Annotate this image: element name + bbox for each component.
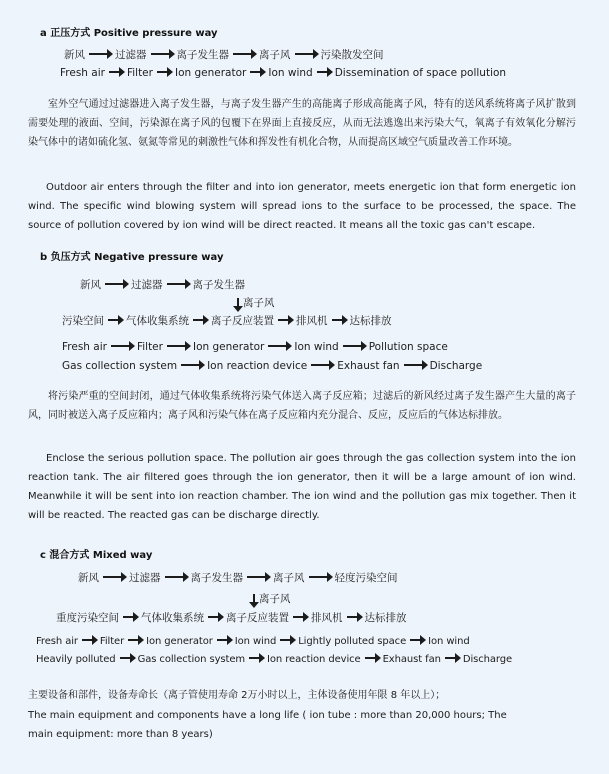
section-b-en-flow-1 <box>62 341 448 353</box>
flow-step: Filter <box>99 636 125 647</box>
section-c-zh-flow-2 <box>56 610 407 625</box>
flow-step: Exhaust fan <box>382 654 441 665</box>
flow-step: Lightly polluted space <box>298 636 407 647</box>
flow-step: 重度污染空间 <box>56 612 119 624</box>
flow-step: 离子风 <box>243 297 275 309</box>
arrow-right-icon <box>123 616 137 618</box>
flow-step: 离子发生器 <box>190 572 243 584</box>
arrow-right-icon <box>109 71 123 73</box>
flow-step: Ion wind <box>428 636 470 647</box>
section-c-heading: c 混合方式 Mixed way <box>40 550 153 561</box>
arrow-right-icon <box>151 53 173 55</box>
flow-step: Fresh air <box>60 67 105 79</box>
arrow-right-icon <box>208 616 222 618</box>
flow-step: Gas collection system <box>137 654 246 665</box>
flow-step: Gas collection system <box>62 360 178 372</box>
flow-step: 过滤器 <box>115 49 147 61</box>
flow-step: Ion wind <box>268 67 313 79</box>
flow-step: Ion reaction device <box>267 654 361 665</box>
section-b-en-paragraph: Enclose the serious pollution space. The pollution air goes through the gas collection system into the ion reaction tank. The air filtered goes through the ion generator, then it will be a large amount of ion wind. Meanwhile it will be sent into ion reaction chamber. The ion wind and the pollution gas mix together. Then it will be reacted. The reacted gas can be discharge directly. <box>28 453 576 521</box>
section-a-zh-paragraph: 室外空气通过过滤器进入离子发生器，与离子发生器产生的高能离子形成高能离子风，特有的送风系统将离子风扩散到需要处理的液面、空间，污染源在离子风的包覆下在界面上直接反应，从而无法逃逸出来污染大气，氧离子有效氧化分解污染气体中的诸如硫化氢、氨氮等常见的刺激性气体和挥发性有机化合物，从而提高区域空气质量改善工作环境。 <box>28 99 576 148</box>
arrow-right-icon <box>157 71 171 73</box>
flow-step: 污染空间 <box>62 315 104 327</box>
arrow-right-icon <box>111 345 133 347</box>
flow-step: Pollution space <box>368 341 448 353</box>
flow-step: 离子风 <box>259 49 291 61</box>
footer-en-line-1: The main equipment and components have a long life ( ion tube : more than 20,000 hours; The <box>28 710 507 721</box>
flow-step: 气体收集系统 <box>141 612 204 624</box>
arrow-right-icon <box>120 657 134 659</box>
arrow-right-icon <box>280 639 294 641</box>
flow-step: Fresh air <box>36 636 78 647</box>
arrow-right-icon <box>309 576 331 578</box>
flow-step: Ion generator <box>146 636 213 647</box>
arrow-right-icon <box>404 364 426 366</box>
section-b-heading: b 负压方式 Negative pressure way <box>40 252 224 263</box>
section-c-en-flow-2 <box>36 654 512 665</box>
arrow-right-icon <box>268 345 290 347</box>
flow-step: 过滤器 <box>131 279 163 291</box>
flow-step: Fresh air <box>62 341 107 353</box>
arrow-right-icon <box>103 576 125 578</box>
flow-step: 新风 <box>78 572 99 584</box>
arrow-down-icon <box>253 594 255 605</box>
flow-step: Discharge <box>429 360 483 372</box>
arrow-right-icon <box>445 657 459 659</box>
flow-step: 达标排放 <box>349 315 392 327</box>
arrow-right-icon <box>167 345 189 347</box>
arrow-right-icon <box>89 53 111 55</box>
flow-step: 气体收集系统 <box>126 315 189 327</box>
section-b-zh-flow-2 <box>62 313 392 328</box>
footer-en-line-2: main equipment: more than 8 years) <box>28 729 213 740</box>
flow-step: Ion generator <box>174 67 247 79</box>
flow-step: 离子风 <box>259 593 291 605</box>
section-c-zh-flow-1 <box>78 570 398 585</box>
flow-step: Filter <box>126 67 153 79</box>
flow-step: 新风 <box>64 49 85 61</box>
arrow-right-icon <box>343 345 365 347</box>
arrow-down-icon <box>237 298 239 309</box>
flow-step: Filter <box>136 341 163 353</box>
arrow-right-icon <box>217 639 231 641</box>
flow-step: 离子反应装置 <box>226 612 289 624</box>
section-c-down <box>253 591 291 606</box>
section-b-en-flow-2 <box>62 360 482 372</box>
flow-step: 离子发生器 <box>176 49 229 61</box>
flow-step: 轻度污染空间 <box>334 572 398 584</box>
arrow-right-icon <box>181 364 203 366</box>
arrow-right-icon <box>193 319 207 321</box>
arrow-right-icon <box>250 71 264 73</box>
arrow-right-icon <box>293 616 307 618</box>
arrow-right-icon <box>295 53 317 55</box>
flow-step: Discharge <box>462 654 513 665</box>
arrow-right-icon <box>167 283 189 285</box>
section-b-down <box>237 295 275 310</box>
arrow-right-icon <box>278 319 292 321</box>
arrow-right-icon <box>82 639 96 641</box>
section-a-en-flow <box>60 67 506 79</box>
flow-step: 离子风 <box>273 572 305 584</box>
flow-step: 达标排放 <box>364 612 407 624</box>
flow-step: 排风机 <box>311 612 343 624</box>
arrow-right-icon <box>365 657 379 659</box>
flow-step: Heavily polluted <box>36 654 116 665</box>
flow-step: Ion reaction device <box>207 360 308 372</box>
flow-step: 新风 <box>80 279 101 291</box>
flow-step: 排风机 <box>296 315 328 327</box>
arrow-right-icon <box>249 657 263 659</box>
section-c-en-flow-1 <box>36 636 470 647</box>
flow-step: 离子发生器 <box>192 279 245 291</box>
flow-step: Dissemination of space pollution <box>334 67 507 79</box>
arrow-right-icon <box>128 639 142 641</box>
arrow-right-icon <box>311 364 333 366</box>
flow-step: 离子反应装置 <box>211 315 274 327</box>
flow-step: Ion wind <box>294 341 339 353</box>
section-a-zh-flow <box>64 47 384 62</box>
flow-step: 过滤器 <box>129 572 161 584</box>
arrow-right-icon <box>247 576 269 578</box>
arrow-right-icon <box>347 616 361 618</box>
section-a-heading: a 正压方式 Positive pressure way <box>40 28 218 39</box>
footer-zh: 主要设备和部件，设备寿命长（离子管使用寿命 2万小时以上，主体设备使用年限 8 年以上）； <box>28 690 446 701</box>
flow-step: 污染散发空间 <box>320 49 384 61</box>
arrow-right-icon <box>317 71 331 73</box>
arrow-right-icon <box>105 283 127 285</box>
section-a-en-paragraph: Outdoor air enters through the filter and into ion generator, meets energetic ion that form energetic ion wind. The specific wind blowing system will spread ions to the surface to be processed, the space. The source of pollution covered by ion wind will be direct reacted. It means all the toxic gas can't escape. <box>28 182 576 231</box>
flow-step: Ion wind <box>234 636 277 647</box>
flow-step: Exhaust fan <box>337 360 400 372</box>
arrow-right-icon <box>332 319 346 321</box>
arrow-right-icon <box>233 53 255 55</box>
arrow-right-icon <box>165 576 187 578</box>
flow-step: Ion generator <box>192 341 265 353</box>
section-b-zh-flow-1 <box>80 277 245 292</box>
arrow-right-icon <box>410 639 424 641</box>
section-b-zh-paragraph: 将污染严重的空间封闭，通过气体收集系统将污染气体送入离子反应箱；过滤后的新风经过离子发生器产生大量的离子风，同时被送入离子反应箱内；离子风和污染气体在离子反应箱内充分混合、反应，反应后的气体达标排放。 <box>28 391 576 421</box>
arrow-right-icon <box>108 319 122 321</box>
